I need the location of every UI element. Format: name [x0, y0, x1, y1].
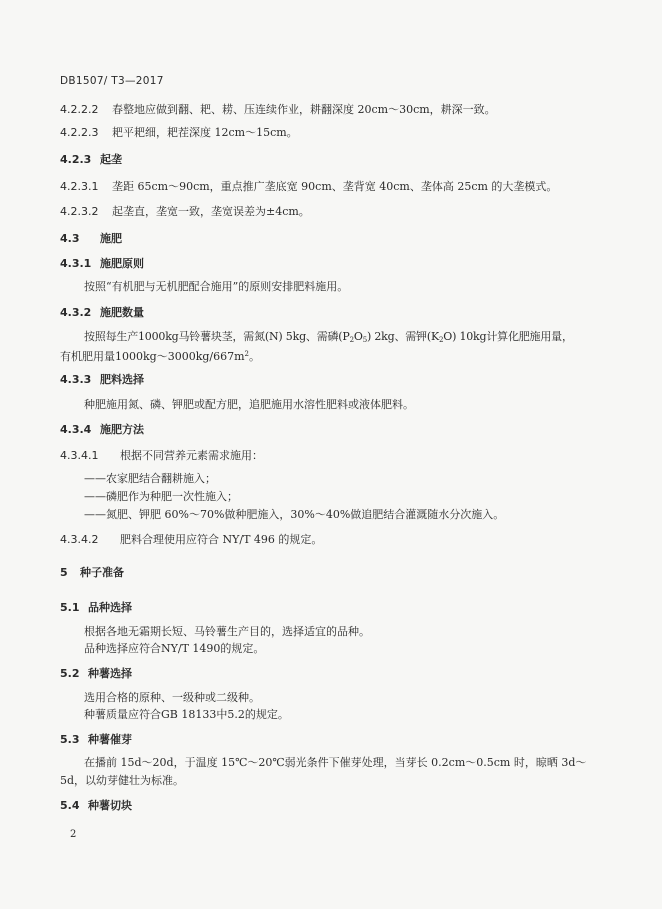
heading-number: 4.3.2 — [60, 306, 92, 319]
clause-text: 垄距 65cm～90cm，重点推广垄底宽 90cm、垄背宽 40cm、垄体高 25cm 的大垄模式。 — [112, 180, 558, 193]
list-item: ——磷肥作为种肥一次性施入； — [84, 490, 238, 503]
heading-number: 5.4 — [60, 799, 80, 812]
heading-text: 品种选择 — [88, 601, 132, 614]
section-heading-5-1 — [60, 601, 132, 615]
heading-number: 5.2 — [60, 667, 80, 680]
paragraph: 选用合格的原种、一级种或二级种。 — [84, 691, 260, 704]
heading-text: 施肥 — [100, 232, 122, 245]
heading-number: 5.1 — [60, 601, 80, 614]
document-id: DB1507/ T3—2017 — [60, 75, 164, 87]
heading-text: 种薯催芽 — [88, 733, 132, 746]
paragraph: 种肥施用氮、磷、钾肥或配方肥，追肥施用水溶性肥料或液体肥料。 — [84, 398, 414, 411]
clause-text: 根据不同营养元素需求施用： — [120, 449, 263, 462]
section-heading-4-3 — [60, 232, 122, 246]
clause-4-2-3-1 — [60, 180, 557, 194]
clause-4-3-4-2 — [60, 533, 322, 547]
section-heading-4-2-3 — [60, 153, 122, 167]
heading-text: 种薯切块 — [88, 799, 132, 812]
clause-text: 春整地应做到翻、耙、耢、压连续作业，耕翻深度 20cm～30cm，耕深一致。 — [112, 103, 496, 116]
heading-text: 起垄 — [100, 153, 122, 166]
clause-number: 4.2.2.3 — [60, 126, 99, 139]
heading-text: 施肥原则 — [100, 257, 144, 270]
clause-number: 4.2.3.1 — [60, 180, 99, 193]
clause-text: 肥料合理使用应符合 NY/T 496 的规定。 — [120, 533, 323, 546]
heading-number: 4.3.3 — [60, 373, 92, 386]
clause-number: 4.2.3.2 — [60, 205, 99, 218]
heading-text: 施肥数量 — [100, 306, 144, 319]
heading-number: 4.3.1 — [60, 257, 92, 270]
clause-text: 起垄直，垄宽一致，垄宽误差为±4cm。 — [112, 205, 310, 218]
paragraph-continuation: 5d，以幼芽健壮为标准。 — [60, 774, 185, 787]
list-item: ——农家肥结合翻耕施入； — [84, 472, 216, 485]
paragraph: 在播前 15d～20d，于温度 15℃～20℃弱光条件下催芽处理，当芽长 0.2cm～0.5cm 时，晾晒 3d～ — [84, 756, 587, 769]
heading-number: 4.2.3 — [60, 153, 92, 166]
section-heading-5-4 — [60, 799, 132, 813]
paragraph: 品种选择应符合NY/T 1490的规定。 — [84, 642, 265, 655]
section-heading-5-2 — [60, 667, 132, 681]
clause-4-2-2-2 — [60, 103, 496, 117]
heading-text: 施肥方法 — [100, 423, 144, 436]
clause-text: 耙平耙细，耙茬深度 12cm～15cm。 — [112, 126, 298, 139]
clause-4-2-3-2 — [60, 205, 310, 219]
chapter-heading-5 — [60, 566, 124, 580]
clause-number: 4.3.4.2 — [60, 533, 99, 546]
heading-text: 肥料选择 — [100, 373, 144, 386]
heading-number: 4.3 — [60, 232, 80, 245]
heading-number: 5 — [60, 566, 68, 579]
section-heading-5-3 — [60, 733, 132, 747]
section-heading-4-3-1 — [60, 257, 144, 271]
section-heading-4-3-4 — [60, 423, 144, 437]
section-heading-4-3-2 — [60, 306, 144, 320]
paragraph: 种薯质量应符合GB 18133中5.2的规定。 — [84, 708, 289, 721]
heading-text: 种薯选择 — [88, 667, 132, 680]
paragraph: 按照“有机肥与无机肥配合施用”的原则安排肥料施用。 — [84, 280, 349, 293]
page-number: 2 — [70, 829, 77, 840]
heading-text: 种子准备 — [80, 566, 124, 579]
heading-number: 4.3.4 — [60, 423, 92, 436]
clause-4-3-4-1 — [60, 449, 263, 463]
clause-4-2-2-3 — [60, 126, 298, 140]
heading-number: 5.3 — [60, 733, 80, 746]
paragraph: 根据各地无霜期长短、马铃薯生产目的，选择适宜的品种。 — [84, 625, 370, 638]
section-heading-4-3-3 — [60, 373, 144, 387]
list-item: ——氮肥、钾肥 60%～70%做种肥施入，30%～40%做追肥结合灌溉随水分次施入。 — [84, 508, 505, 521]
paragraph-continuation: 有机肥用量$1000kg\sim 3000kg/667m^2$。 — [60, 350, 261, 363]
paragraph-fertilizer-amount: 按照每生产1000kg马铃薯块茎，需氮(N) 5kg、需磷$(P_2O_5)$ 2kg、需钾$(K_2O)$ 10kg计算化肥施用量， — [84, 330, 573, 344]
clause-number: 4.3.4.1 — [60, 449, 99, 462]
clause-number: 4.2.2.2 — [60, 103, 99, 116]
